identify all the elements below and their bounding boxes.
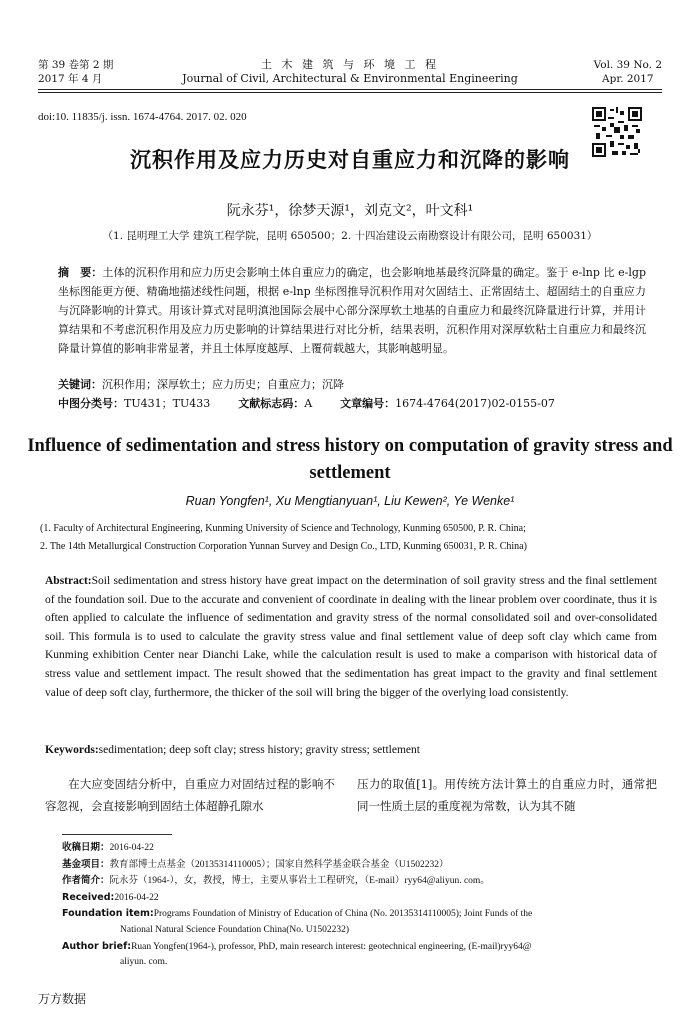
fund-cn-label: 基金项目：	[62, 858, 110, 870]
clc-value: TU431；TU433	[124, 397, 211, 410]
keywords-en	[45, 744, 657, 756]
received-en-label: Received:	[62, 891, 115, 903]
classification-line	[58, 395, 658, 411]
fund-cn-value: 教育部博士点基金（20135314110005）；国家自然科学基金联合基金（U1502232）	[109, 859, 449, 870]
affiliation-en-line: (1. Faculty of Architectural Engineering, Kunming University of Science and Technology, Kunming 650500, P. R. China;	[40, 523, 526, 534]
volume-cn: 第 39 卷第 2 期	[38, 59, 114, 71]
fund-en-value: Programs Foundation of Ministry of Education of China (No. 20135314110005); Joint Funds of the	[153, 909, 533, 920]
keywords-cn-label: 关键词：	[58, 378, 102, 391]
journal-name-en: Journal of Civil, Architectural & Environmental Engineering	[182, 72, 518, 85]
volume-en: Vol. 39 No. 2	[593, 59, 662, 71]
received-en-value: 2016-04-22	[114, 892, 159, 903]
footnote-fund-cn	[62, 857, 652, 874]
footnote-received-cn	[62, 840, 652, 857]
doc-code-label: 文献标志码：	[238, 397, 305, 410]
body-column-left: 在大应变固结分析中，自重应力对固结过程的影响不容忽视，会直接影响到固结土体超静孔隙水	[45, 777, 335, 813]
keywords-en-text: sedimentation; deep soft clay; stress history; gravity stress; settlement	[98, 744, 420, 756]
footnote-received-en	[62, 890, 652, 907]
footnote-author-cn	[62, 873, 652, 890]
abstract-en	[45, 572, 657, 702]
abstract-en-label: Abstract:	[45, 575, 92, 587]
abstract-cn	[58, 263, 646, 358]
keywords-cn	[58, 376, 646, 392]
received-cn-value: 2016-04-22	[109, 843, 154, 853]
authors-cn: 阮永芬¹，徐梦天源¹，刘克文²，叶文科¹	[226, 203, 474, 219]
affiliation-en-line: 2. The 14th Metallurgical Construction Corporation Yunnan Survey and Design Co., LTD, Kunming 650031, P. R. China)	[40, 541, 527, 552]
author-en-value: Ruan Yongfen(1964-), professor, PhD, main research interest: geotechnical engineering, (E-mail)ryy64@	[131, 941, 532, 952]
footnote-author-en	[62, 939, 652, 956]
article-no-label: 文章编号：	[340, 397, 396, 410]
affiliation-cn: （1. 昆明理工大学 建筑工程学院，昆明 650500；2. 十四冶建设云南勘察设计有限公司，昆明 650031）	[102, 230, 598, 242]
affiliation-en	[40, 520, 660, 556]
footnote-fund-en-cont: National Natural Science Foundation China(No. U1502232)	[120, 924, 350, 935]
keywords-en-label: Keywords:	[45, 744, 99, 756]
footnote-fund-en	[62, 906, 652, 923]
footnote-rule	[62, 834, 172, 835]
header-rule-thin	[38, 92, 662, 93]
body-column-right: 压力的取值[1]。用传统方法计算土的自重应力时，通常把同一性质土层的重度视为常数，认为其不随	[357, 777, 657, 813]
keywords-cn-text: 沉积作用；深厚软土；应力历史；自重应力；沉降	[102, 378, 344, 391]
doi[interactable]: doi:10. 11835/j. issn. 1674-4764. 2017. 02. 020	[38, 111, 247, 123]
footnotes	[62, 840, 652, 971]
received-cn-label: 收稿日期：	[62, 842, 110, 853]
fund-en-label: Foundation item:	[62, 908, 154, 920]
clc-label: 中图分类号：	[58, 397, 124, 410]
article-no-value: 1674-4764(2017)02-0155-07	[395, 397, 555, 410]
title-en: Influence of sedimentation and stress history on computation of gravity stress and settlement	[27, 436, 673, 483]
abstract-en-text: Soil sedimentation and stress history have great impact on the determination of soil gravity stress and the final settlement of the foundation soil. Due to the accurate and convenient of coordinate in dealing with the linear problem over coordinate, thus it is often applied to calculate the influence of sedimentation and gravity stress of the normal consolidated soil and over-consolidated soil. This formula is to used to calculate the gravity stress value and final settlement value of deep soft clay which came from Kunming exhibition Center near Dianchi Lake, while the calculation result is used to make a comparison with historical data of stress value and settlement impact. The result showed that the sedimentation has great impact to the gravity and final settlement value of deep soft clay, furthermore, the thicker of the soil will bring the bigger of the overlying load consistently.	[45, 575, 657, 699]
watermark-text: 万方数据	[38, 992, 87, 1006]
author-cn-label: 作者简介：	[62, 875, 110, 887]
footnote-author-en-cont: aliyun. com.	[120, 957, 168, 968]
date-en: Apr. 2017	[602, 73, 654, 85]
author-cn-value: 阮永芬（1964-），女，教授，博士，主要从事岩土工程研究，（E-mail）ryy64@aliyun. com。	[109, 876, 490, 887]
journal-name-cn: 土 木 建 筑 与 环 境 工 程	[261, 58, 439, 71]
doc-code-value: A	[304, 397, 313, 410]
abstract-cn-text: 土体的沉积作用和应力历史会影响土体自重应力的确定，也会影响地基最终沉降量的确定。鉴于 e-lnp 比 e-lgp 坐标图能更方便、精确地描述线性问题，根据 e-lnp 坐标图推导沉积作用对欠固结土、正常固结土、超固结土的自重应力与沉降影响的计算式。用该计算式对昆明滇池国际会展中心部分深厚软土地基的自重应力和最终沉降量进行计算，并用计算结果和不考虑沉积作用及应力历史影响的计算结果进行对比分析，结果表明，沉积作用对深厚软粘土自重应力和最终沉降量计算值的影响非常显著，并且土体厚度越厚、上覆荷载越大，其影响越明显。	[58, 266, 647, 355]
date-cn: 2017 年 4 月	[38, 73, 103, 85]
title-cn: 沉积作用及应力历史对自重应力和沉降的影响	[130, 147, 570, 172]
authors-en: Ruan Yongfen¹, Xu Mengtianyuan¹, Liu Kewen², Ye Wenke¹	[185, 494, 515, 508]
abstract-cn-label: 摘 要：	[58, 266, 103, 279]
header-rule-thick	[38, 89, 662, 90]
header-volume-en	[594, 58, 662, 86]
author-en-label: Author brief:	[62, 940, 132, 952]
